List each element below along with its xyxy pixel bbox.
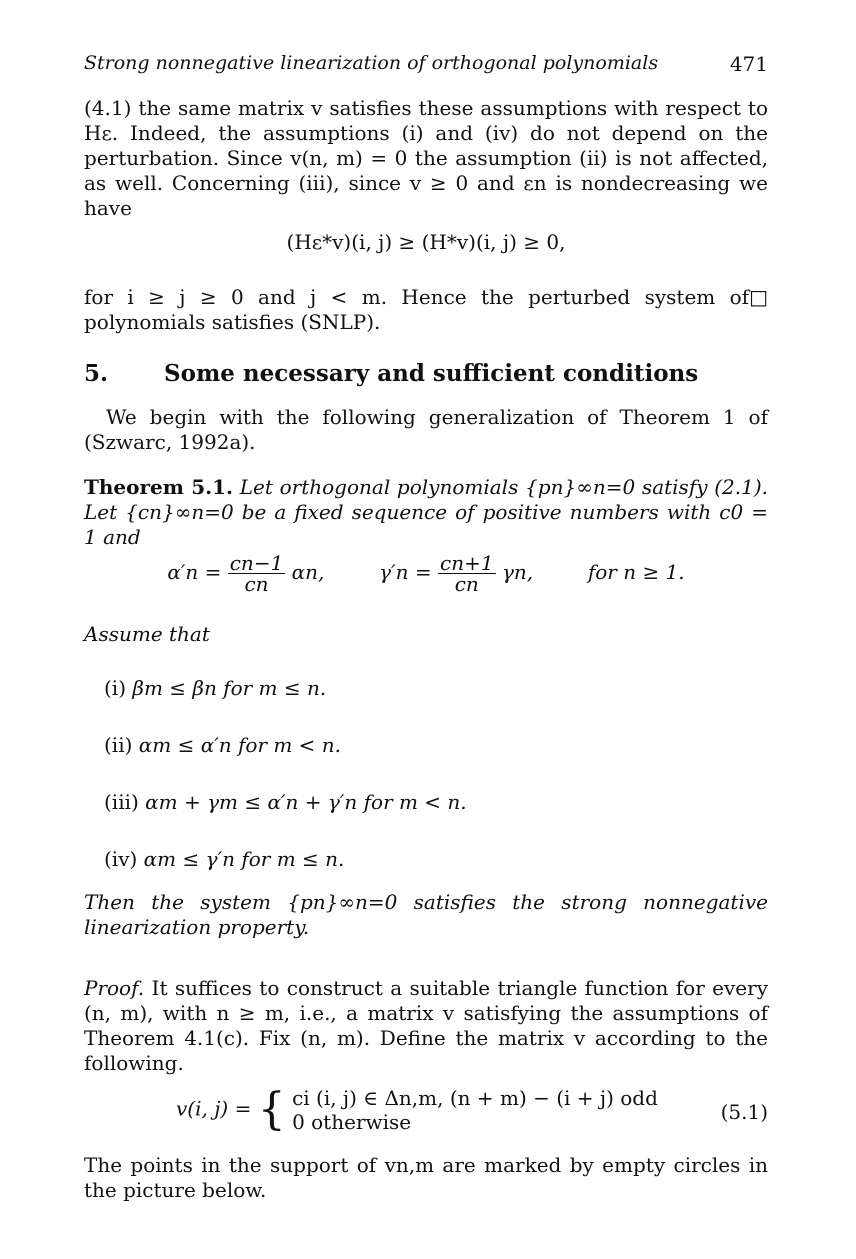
closing-paragraph: The points in the support of vn,m are marked by empty circles in the picture below. bbox=[84, 1153, 768, 1202]
equation-cases bbox=[292, 1086, 658, 1134]
proof-text: It suffices to construct a suitable triangle function for every (n, m), with n ≥ m, i.e., a matrix v satisfying the assumptions of Theorem 4.1(c). Fix (n, m). Define the matrix v according to the following. bbox=[84, 976, 768, 1075]
equation-5-1 bbox=[84, 1086, 768, 1140]
running-title: Strong nonnegative linearization of orthogonal polynomials bbox=[84, 52, 659, 74]
equation-lhs: v(i, j) = bbox=[176, 1096, 252, 1121]
item-label: (ii) bbox=[104, 733, 133, 757]
theorem-conclusion: Then the system {pn}∞n=0 satisfies the strong nonnegative linearization property. bbox=[84, 890, 768, 939]
alpha-numerator: cn−1 bbox=[229, 551, 284, 575]
proof-name: Proof. bbox=[84, 976, 145, 1000]
display-inequality: (Hε*v)(i, j) ≥ (H*v)(i, j) ≥ 0, bbox=[286, 230, 566, 254]
item-label: (iii) bbox=[104, 790, 139, 814]
gamma-numerator: cn+1 bbox=[440, 551, 494, 575]
gamma-denominator: cn bbox=[454, 572, 479, 596]
theorem-display bbox=[84, 553, 768, 594]
assumption-item bbox=[104, 847, 344, 871]
intro-paragraph: (4.1) the same matrix v satisfies these assumptions with respect to Hε. Indeed, the assumptions (i) and (iv) do not depend on the perturbation. Since v(n, m) = 0 the assumption (ii) is not affected, as well. Concerning (iii), since v ≥ 0 and εn is nondecreasing we have bbox=[84, 96, 768, 220]
assumption-item bbox=[104, 790, 467, 814]
equation-body bbox=[176, 1086, 658, 1134]
page-header bbox=[84, 52, 768, 78]
item-text: αm ≤ α′n for m < n. bbox=[138, 733, 342, 757]
conclusion-text: for i ≥ j ≥ 0 and j < m. Hence the perturbed system of polynomials satisfies (SNLP). bbox=[84, 285, 750, 334]
section-number: 5. bbox=[84, 360, 109, 387]
assume-line: Assume that bbox=[84, 622, 210, 646]
theorem-text: Let orthogonal polynomials {pn}∞n=0 satisfy (2.1). Let {cn}∞n=0 be a fixed sequence of positive numbers with c0 = 1 and bbox=[84, 475, 769, 549]
gamma-lhs: γ′n = bbox=[379, 560, 432, 584]
item-text: αm + γm ≤ α′n + γ′n for m < n. bbox=[145, 790, 467, 814]
theorem-statement bbox=[84, 475, 768, 550]
theorem-name: Theorem 5.1. bbox=[84, 475, 233, 499]
alpha-fraction bbox=[228, 553, 286, 594]
page-number: 471 bbox=[729, 52, 768, 76]
left-brace: { bbox=[257, 1084, 286, 1135]
qed-symbol: □ bbox=[749, 285, 768, 309]
alpha-denominator: cn bbox=[244, 572, 269, 596]
equation-number: (5.1) bbox=[720, 1100, 768, 1124]
display-condition: for n ≥ 1. bbox=[587, 560, 685, 584]
alpha-tail: αn, bbox=[291, 560, 325, 584]
item-text: αm ≤ γ′n for m ≤ n. bbox=[143, 847, 345, 871]
assumption-item bbox=[104, 733, 341, 757]
alpha-lhs: α′n = bbox=[167, 560, 222, 584]
conclusion-paragraph bbox=[84, 285, 768, 335]
proof-paragraph bbox=[84, 976, 768, 1076]
item-label: (iv) bbox=[104, 847, 138, 871]
section-heading bbox=[84, 360, 768, 387]
gamma-tail: γn, bbox=[501, 560, 534, 584]
equation-case-2: 0 otherwise bbox=[292, 1110, 412, 1134]
assumption-item bbox=[104, 676, 326, 700]
item-text: βm ≤ βn for m ≤ n. bbox=[132, 676, 327, 700]
section-title: Some necessary and sufficient conditions bbox=[164, 360, 699, 387]
item-label: (i) bbox=[104, 676, 127, 700]
section-intro: We begin with the following generalization of Theorem 1 of (Szwarc, 1992a). bbox=[84, 405, 768, 454]
equation-case-1: ci (i, j) ∈ Δn,m, (n + m) − (i + j) odd bbox=[292, 1086, 658, 1110]
gamma-fraction bbox=[438, 553, 496, 594]
